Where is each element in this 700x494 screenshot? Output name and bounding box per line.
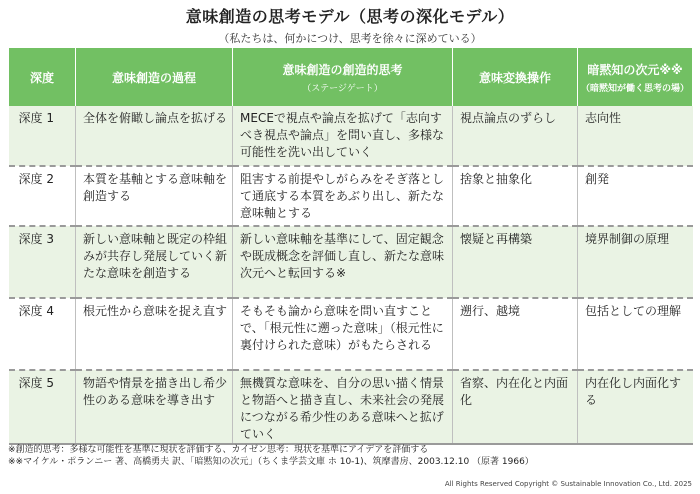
header-transformation — [453, 48, 578, 106]
table-row — [9, 166, 693, 226]
header-depth — [9, 48, 76, 106]
cell-tacit-dimension: 志向性 — [578, 106, 693, 166]
cell-process: 根元性から意味を捉え直す — [76, 298, 233, 370]
cell-tacit-dimension: 創発 — [578, 166, 693, 226]
cell-depth: 深度 1 — [9, 106, 76, 166]
table-row — [9, 370, 693, 444]
cell-transformation: 懐疑と再構築 — [453, 226, 578, 298]
header-creative-thinking — [233, 48, 453, 106]
cell-tacit-dimension: 内在化し内面化する — [578, 370, 693, 444]
cell-transformation: 省察、内在化と内面化 — [453, 370, 578, 444]
cell-tacit-dimension: 境界制御の原理 — [578, 226, 693, 298]
cell-creative-thinking: 新しい意味軸を基準にして、固定観念や既成概念を評価し直し、新たな意味次元へと転回する※ — [233, 226, 453, 298]
footnote: ※※マイケル・ポランニー 著、高橋勇夫 訳、「暗黙知の次元」（ちくま学芸文庫 ホ 10-1)、筑摩書房、2003.12.10 （原著 1966） — [8, 457, 534, 467]
header-tacit-dimension-label: 暗黙知の次元※※ — [587, 62, 683, 77]
cell-transformation: 遡行、越境 — [453, 298, 578, 370]
table-row — [9, 226, 693, 298]
cell-creative-thinking: そもそも論から意味を問い直すことで、「根元性に遡った意味」（根元性に裏付けられた意味）がもたらされる — [233, 298, 453, 370]
cell-creative-thinking: 阻害する前提やしがらみをそぎ落として通底する本質をあぶり出し、新たな意味軸とする — [233, 166, 453, 226]
header-tacit-dimension — [578, 48, 693, 106]
table-row — [9, 106, 693, 166]
footnotes — [8, 444, 534, 468]
cell-depth: 深度 4 — [9, 298, 76, 370]
header-tacit-dimension-sub: （暗黙知が働く思考の場） — [581, 83, 690, 94]
cell-depth: 深度 3 — [9, 226, 76, 298]
cell-transformation: 視点論点のずらし — [453, 106, 578, 166]
copyright-notice: All Rights Reserved Copyright © Sustainable Innovation Co., Ltd. 2025 — [444, 480, 692, 488]
header-creative-thinking-sub: （ステージゲート） — [302, 83, 383, 94]
cell-transformation: 捨象と抽象化 — [453, 166, 578, 226]
cell-process: 全体を俯瞰し論点を拡げる — [76, 106, 233, 166]
header-depth-label: 深度 — [29, 70, 54, 85]
cell-depth: 深度 2 — [9, 166, 76, 226]
table-header-row — [9, 48, 693, 106]
footnote: ※創造的思考：多様な可能性を基準に現状を評価する、カイゼン思考：現状を基準にアイデアを評価する — [8, 445, 429, 455]
cell-creative-thinking: MECEで視点や論点を拡げて「志向すべき視点や論点」を問い直し、多様な可能性を洗い出していく — [233, 106, 453, 166]
header-process-label: 意味創造の過程 — [111, 70, 196, 85]
header-transformation-label: 意味変換操作 — [478, 70, 551, 85]
cell-process: 新しい意味軸と既定の枠組みが共存し発展していく新たな意味を創造する — [76, 226, 233, 298]
cell-process: 本質を基軸とする意味軸を創造する — [76, 166, 233, 226]
thinking-model-table — [8, 48, 693, 445]
cell-process: 物語や情景を描き出し希少性のある意味を導き出す — [76, 370, 233, 444]
cell-tacit-dimension: 包括としての理解 — [578, 298, 693, 370]
header-process — [76, 48, 233, 106]
cell-depth: 深度 5 — [9, 370, 76, 444]
page-title: 意味創造の思考モデル（思考の深化モデル） — [185, 7, 515, 26]
cell-creative-thinking: 無機質な意味を、自分の思い描く情景と物語へと描き直し、未来社会の発展につながる希少性のある意味へと拡げていく — [233, 370, 453, 444]
table-row — [9, 298, 693, 370]
page-subtitle: （私たちは、何かにつけ、思考を徐々に深めている） — [218, 32, 482, 45]
header-creative-thinking-label: 意味創造の創造的思考 — [282, 62, 403, 77]
